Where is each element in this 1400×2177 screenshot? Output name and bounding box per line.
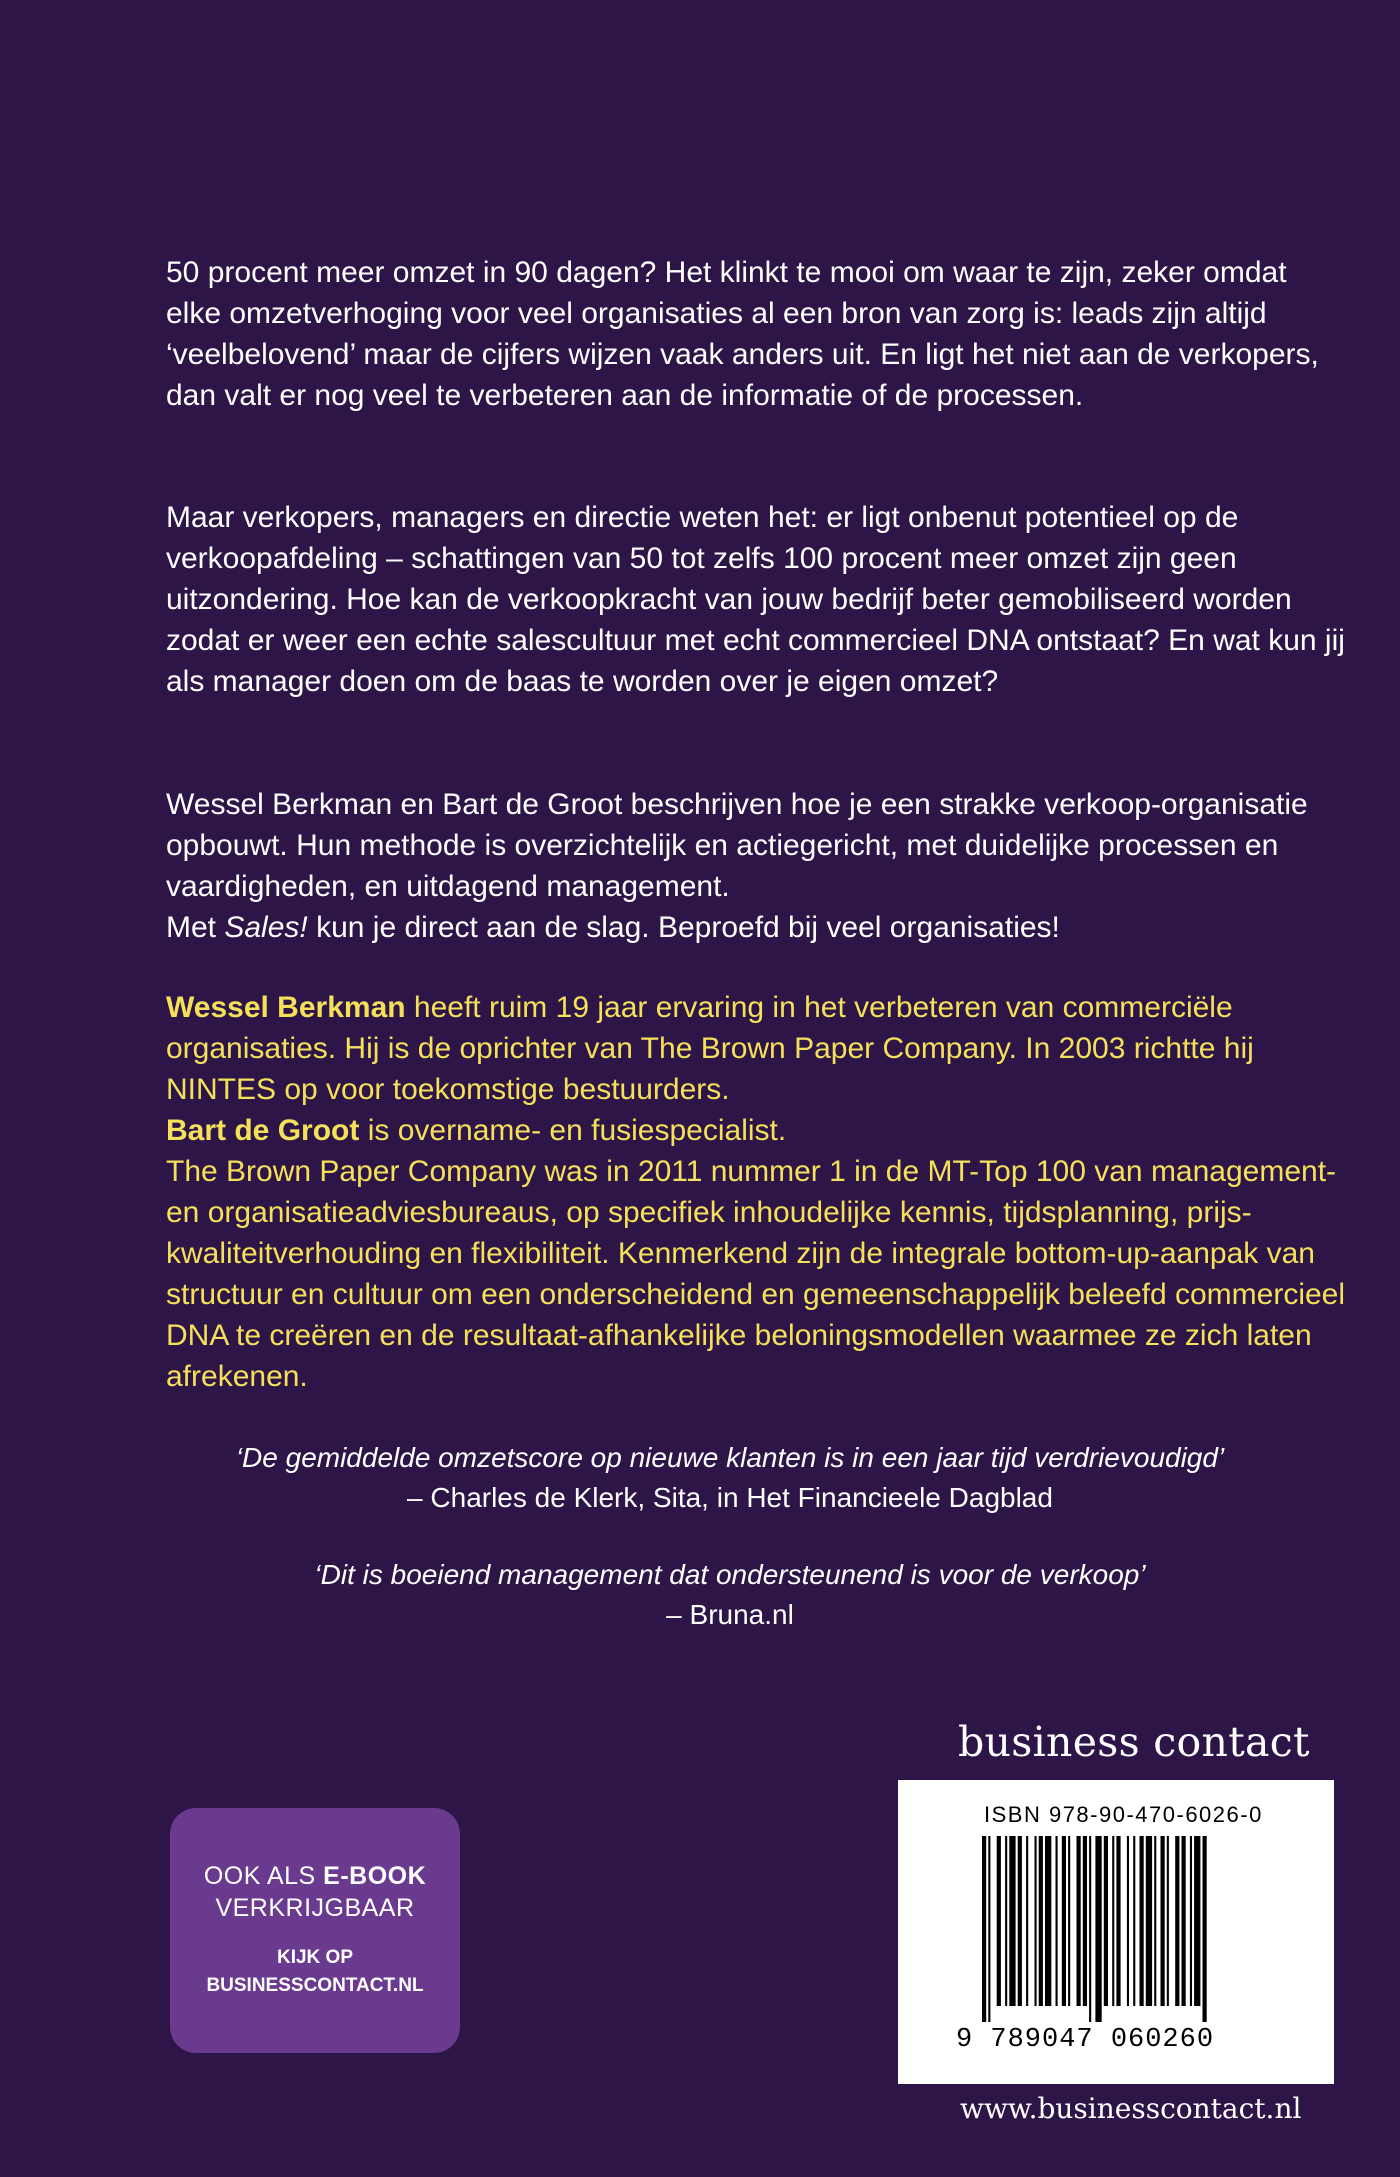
author2-name: Bart de Groot	[166, 1114, 360, 1147]
ebook-title-pre: OOK ALS	[203, 1862, 324, 1890]
barcode-digits: 9 789047 060260	[956, 2025, 1215, 2055]
book-title: Sales!	[224, 911, 308, 944]
publisher-logo: business contact	[958, 1718, 1310, 1766]
ebook-badge	[170, 1808, 460, 2053]
quote-source: – Charles de Klerk, Sita, in Het Financieele Dagblad	[407, 1482, 1053, 1513]
author1-name: Wessel Berkman	[166, 991, 406, 1024]
method-text: Wessel Berkman en Bart de Groot beschrijven hoe je een strakke verkoop-organisatie opbouwt. Hun methode is overzichtelijk en actiegericht, met duidelijke processen en vaardigheden, en uitdagend management.	[166, 788, 1308, 903]
barcode-icon	[982, 1836, 1254, 2022]
ebook-title	[170, 1860, 460, 1892]
method-paragraph	[166, 784, 1346, 948]
isbn-label: ISBN 978-90-470-6026-0	[984, 1802, 1263, 1827]
method-cta-pre: Met	[166, 911, 225, 944]
quote-text: ‘Dit is boeiend management dat ondersteunend is voor de verkoop’	[314, 1559, 1146, 1590]
author2-bio: is overname- en fusiespecialist.	[359, 1114, 787, 1147]
potential-paragraph: Maar verkopers, managers en directie weten het: er ligt onbenut potentieel op de verkoopafdeling – schattingen van 50 tot zelfs 100 procent meer omzet zijn geen uitzondering. Hoe kan de verkoopkracht van jouw bedrijf beter gemobiliseerd worden zodat er weer een echte salescultuur met echt commercieel DNA ontstaat? En wat kun jij als manager doen om de baas te worden over je eigen omzet?	[166, 501, 1345, 698]
ebook-availability: VERKRIJGBAAR	[215, 1894, 415, 1922]
ebook-url: BUSINESSCONTACT.NL	[206, 1975, 424, 1996]
review-quote	[120, 1555, 1340, 1635]
barcode-panel	[898, 1780, 1334, 2084]
company-description: The Brown Paper Company was in 2011 nummer 1 in de MT-Top 100 van management- en organisatieadviesbureaus, op specifiek inhoudelijke kennis, tijdsplanning, prijs-kwaliteitverhouding en flexibiliteit. Kenmerkend zijn de integrale bottom-up-aanpak van structuur en cultuur om een onderscheidend en gemeenschappelijk beleefd commercieel DNA te creëren en de resultaat-afhankelijke beloningsmodellen waarmee ze zich laten afrekenen.	[166, 1155, 1346, 1393]
author1-bio: heeft ruim 19 jaar ervaring in het verbeteren van commerciële organisaties. Hij is de oprichter van The Brown Paper Company. In 2003 richtte hij NINTES op voor toekomstige bestuurders.	[166, 991, 1254, 1106]
author-bio	[166, 987, 1346, 1397]
ebook-title-bold: E-BOOK	[323, 1862, 427, 1890]
intro-paragraph: 50 procent meer omzet in 90 dagen? Het klinkt te mooi om waar te zijn, zeker omdat elke omzetverhoging voor veel organisaties al een bron van zorg is: leads zijn altijd ‘veelbelovend’ maar de cijfers wijzen vaak anders uit. En ligt het niet aan de verkopers, dan valt er nog veel te verbeteren aan de informatie of de processen.	[166, 256, 1319, 412]
method-cta-post: kun je direct aan de slag. Beproefd bij veel organisaties!	[307, 911, 1060, 944]
quote-source: – Bruna.nl	[666, 1599, 794, 1630]
ebook-look-at: KIJK OP	[276, 1947, 354, 1968]
quote-text: ‘De gemiddelde omzetscore op nieuwe klanten is in een jaar tijd verdrievoudigd’	[235, 1442, 1225, 1473]
publisher-website: www.businesscontact.nl	[960, 2092, 1302, 2125]
review-quote	[120, 1438, 1340, 1518]
